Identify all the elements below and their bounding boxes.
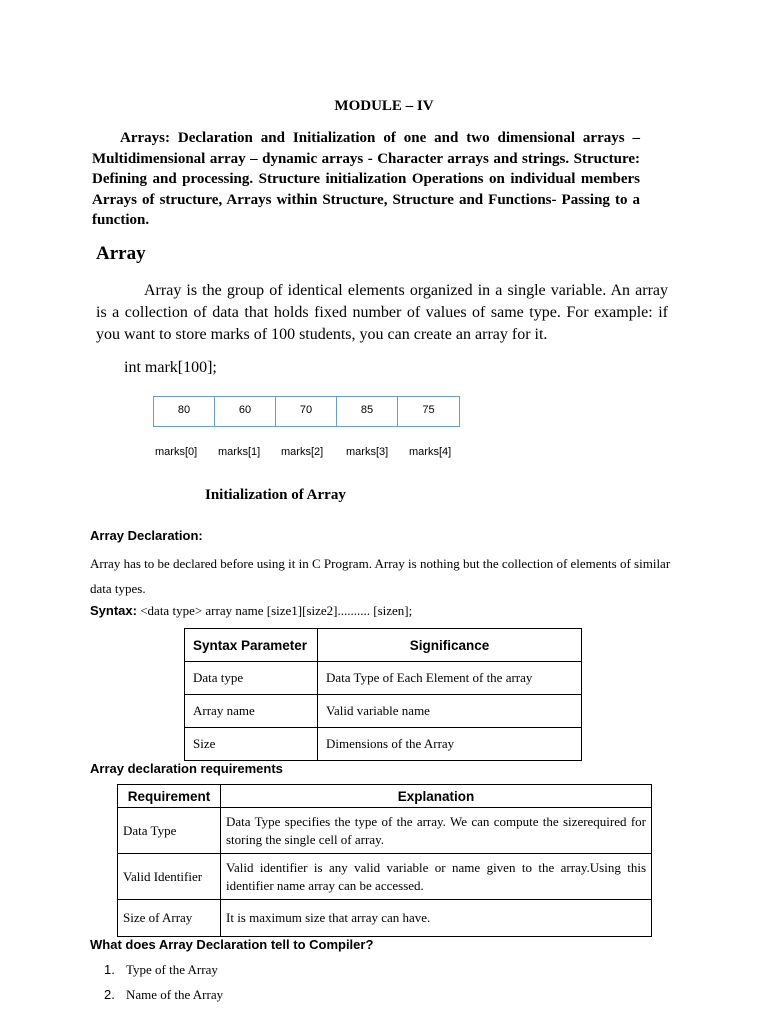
- table-cell: Valid variable name: [318, 695, 582, 728]
- list-item: [104, 987, 223, 1012]
- table-cell: Size of Array: [118, 900, 221, 937]
- array-paragraph: Array is the group of identical elements organized in a single variable. An array is a collection of data that holds fixed number of values of same type. For example: if you want to store marks of 100 students, you can create an array for it.: [96, 282, 668, 343]
- initialization-heading: Initialization of Array: [205, 487, 346, 503]
- array-diagram: [153, 396, 460, 427]
- module-title: MODULE – IV: [334, 98, 434, 114]
- table-cell: Data Type specifies the type of the array. We can compute the sizerequired for storing the single cell of array.: [221, 808, 652, 854]
- module-intro: Arrays: Declaration and Initialization of one and two dimensional arrays – Multidimensional array – dynamic arrays - Character arrays and strings. Structure: Defining and processing. Structure initialization Operations on individual members Arrays of structure, Arrays within Structure, Structure and Functions- Passing to a function.: [92, 130, 640, 228]
- table-cell: Dimensions of the Array: [318, 728, 582, 761]
- array-index-label: marks[0]: [155, 446, 198, 458]
- table-cell: Data type: [185, 662, 318, 695]
- table-header: Significance: [318, 629, 582, 662]
- array-index-label: marks[1]: [218, 446, 261, 458]
- array-cell: 85: [337, 397, 398, 426]
- array-cell: 60: [215, 397, 276, 426]
- list-text: Type of the Array: [126, 962, 218, 977]
- compiler-list: [104, 962, 223, 1012]
- table-header: Requirement: [118, 785, 221, 808]
- table-header: Syntax Parameter: [185, 629, 318, 662]
- compiler-heading: What does Array Declaration tell to Compiler?: [90, 937, 374, 952]
- syntax-table: [184, 628, 582, 761]
- table-cell: Size: [185, 728, 318, 761]
- array-index-label: marks[3]: [346, 446, 389, 458]
- table-header-row: [118, 785, 652, 808]
- declaration-paragraph: Array has to be declared before using it in C Program. Array is nothing but the collection of elements of similar data types.: [90, 556, 671, 596]
- requirements-table: [117, 784, 652, 937]
- syntax-text: <data type> array name [size1][size2].......... [sizen];: [136, 603, 413, 618]
- array-heading: Array: [96, 243, 146, 264]
- code-line: int mark[100];: [124, 359, 217, 376]
- table-row: [185, 695, 582, 728]
- list-text: Name of the Array: [126, 987, 224, 1002]
- array-index-label: marks[2]: [281, 446, 324, 458]
- array-index-label: marks[4]: [409, 446, 452, 458]
- table-cell: Data Type of Each Element of the array: [318, 662, 582, 695]
- table-cell: It is maximum size that array can have.: [221, 900, 652, 937]
- requirements-heading: Array declaration requirements: [90, 761, 283, 776]
- table-row: [118, 854, 652, 900]
- declaration-heading: Array Declaration:: [90, 528, 203, 543]
- array-cell: 70: [276, 397, 337, 426]
- table-cell: Valid Identifier: [118, 854, 221, 900]
- table-cell: Data Type: [118, 808, 221, 854]
- table-row: [118, 900, 652, 937]
- table-row: [185, 662, 582, 695]
- table-cell: Array name: [185, 695, 318, 728]
- list-number: 2.: [104, 987, 115, 1002]
- syntax-label: Syntax:: [90, 603, 137, 618]
- table-header-row: [185, 629, 582, 662]
- table-row: [118, 808, 652, 854]
- syntax-line: [90, 603, 412, 619]
- table-header: Explanation: [221, 785, 652, 808]
- table-row: [185, 728, 582, 761]
- list-item: [104, 962, 223, 987]
- table-cell: Valid identifier is any valid variable or name given to the array.Using this identifier name array can be accessed.: [221, 854, 652, 900]
- list-number: 1.: [104, 962, 115, 977]
- array-cell: 75: [422, 404, 435, 416]
- array-cell: 80: [154, 397, 215, 426]
